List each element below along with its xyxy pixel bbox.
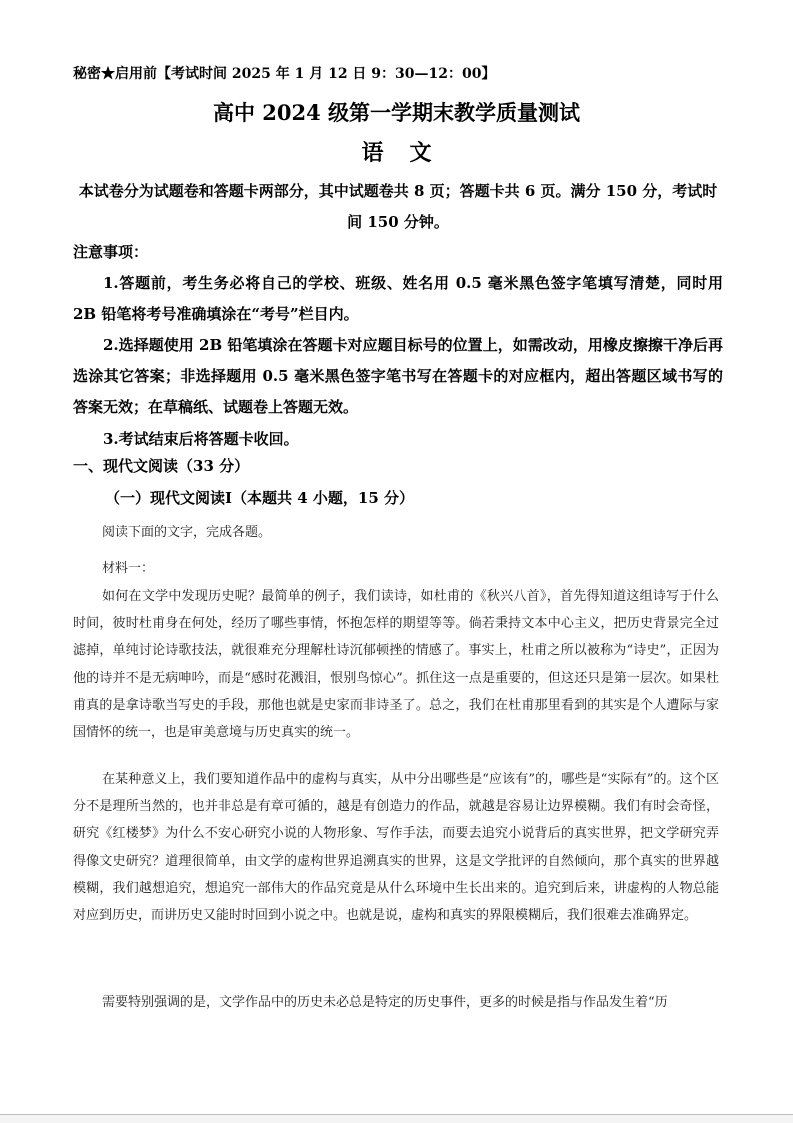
- exam-description: 本试卷分为试题卷和答题卡两部分，其中试题卷共 8 页；答题卡共 6 页。满分 150 分，考试时间 150 分钟。: [78, 182, 718, 231]
- exam-title: 高中 2024 级第一学期末教学质量测试: [212, 100, 581, 125]
- passage-paragraph: 在某种意义上，我们要知道作品中的虚构与真实，从中分出哪些是“应该有”的，哪些是“实际有”的。这个区分不是理所当然的，也并非总是有章可循的，越是有创造力的作品，就越是容易让边界模糊。我们有时会奇怪，研究《红楼梦》为什么不安心研究小说的人物形象、写作手法，而要去追究小说背后的真实世界，把文学研究弄得像文史研究？道理很简单，由文学的虚构世界追溯真实的世界，这是文学批评的自然倾向，那个真实的世界越模糊，我们越想追究，想追究一部伟大的作品究竟是从什么环境中生长出来的。追究到后来，讲虚构的人物总能对应到历史，而讲历史又能时时回到小说之中。也就是说，虚构和真实的界限模糊后，我们很难去准确界定。: [73, 772, 719, 924]
- passage-paragraph: 如何在文学中发现历史呢？最简单的例子，我们读诗，如杜甫的《秋兴八首》，首先得知道这组诗写于什么时间，彼时杜甫身在何处，经历了哪些事情，怀抱怎样的期望等等。倘若秉持文本中心主义，把历史背景完全过滤掉，单纯讨论诗歌技法，就很难充分理解杜诗沉郁顿挫的情感了。事实上，杜甫之所以被称为“诗史”，正因为他的诗并不是无病呻吟，而是“感时花溅泪，恨别鸟惊心”。抓住这一点是重要的，但这还只是第一层次。如果杜甫真的是拿诗歌当写史的手段，那他也就是史家而非诗圣了。总之，我们在杜甫那里看到的其实是个人遭际与家国情怀的统一，也是审美意境与历史真实的统一。: [73, 589, 719, 741]
- confidential-exam-time: 秘密★启用前【考试时间 2025 年 1 月 12 日 9：30—12：00】: [73, 66, 496, 82]
- reading-instruction: 阅读下面的文字，完成各题。: [102, 525, 272, 540]
- subsection-heading: （一）现代文阅读Ⅰ（本题共 4 小题，15 分）: [105, 489, 414, 507]
- passage-paragraph: 需要特别强调的是，文学作品中的历史未必总是特定的历史事件，更多的时候是指与作品发生着“历: [102, 995, 668, 1010]
- notes-heading: 注意事项：: [73, 243, 149, 261]
- note-item-2: 2.选择题使用 2B 铅笔填涂在答题卡对应题目标号的位置上，如需改动，用橡皮擦擦干净后再选涂其它答案；非选择题用 0.5 毫米黑色签字笔书写在答题卡的对应框内，超出答题区域书写的答案无效；在草稿纸、试题卷上答题无效。: [73, 336, 723, 416]
- note-item-1: 1.答题前，考生务必将自己的学校、班级、姓名用 0.5 毫米黑色签字笔填写清楚，同时用 2B 铅笔将考号准确填涂在“考号”栏目内。: [73, 274, 723, 323]
- note-item-3: 3.考试结束后将答题卡收回。: [103, 430, 299, 448]
- material-label: 材料一：: [102, 561, 155, 576]
- section-heading: 一、现代文阅读（33 分）: [73, 457, 250, 475]
- subject-title: 语文: [361, 140, 458, 166]
